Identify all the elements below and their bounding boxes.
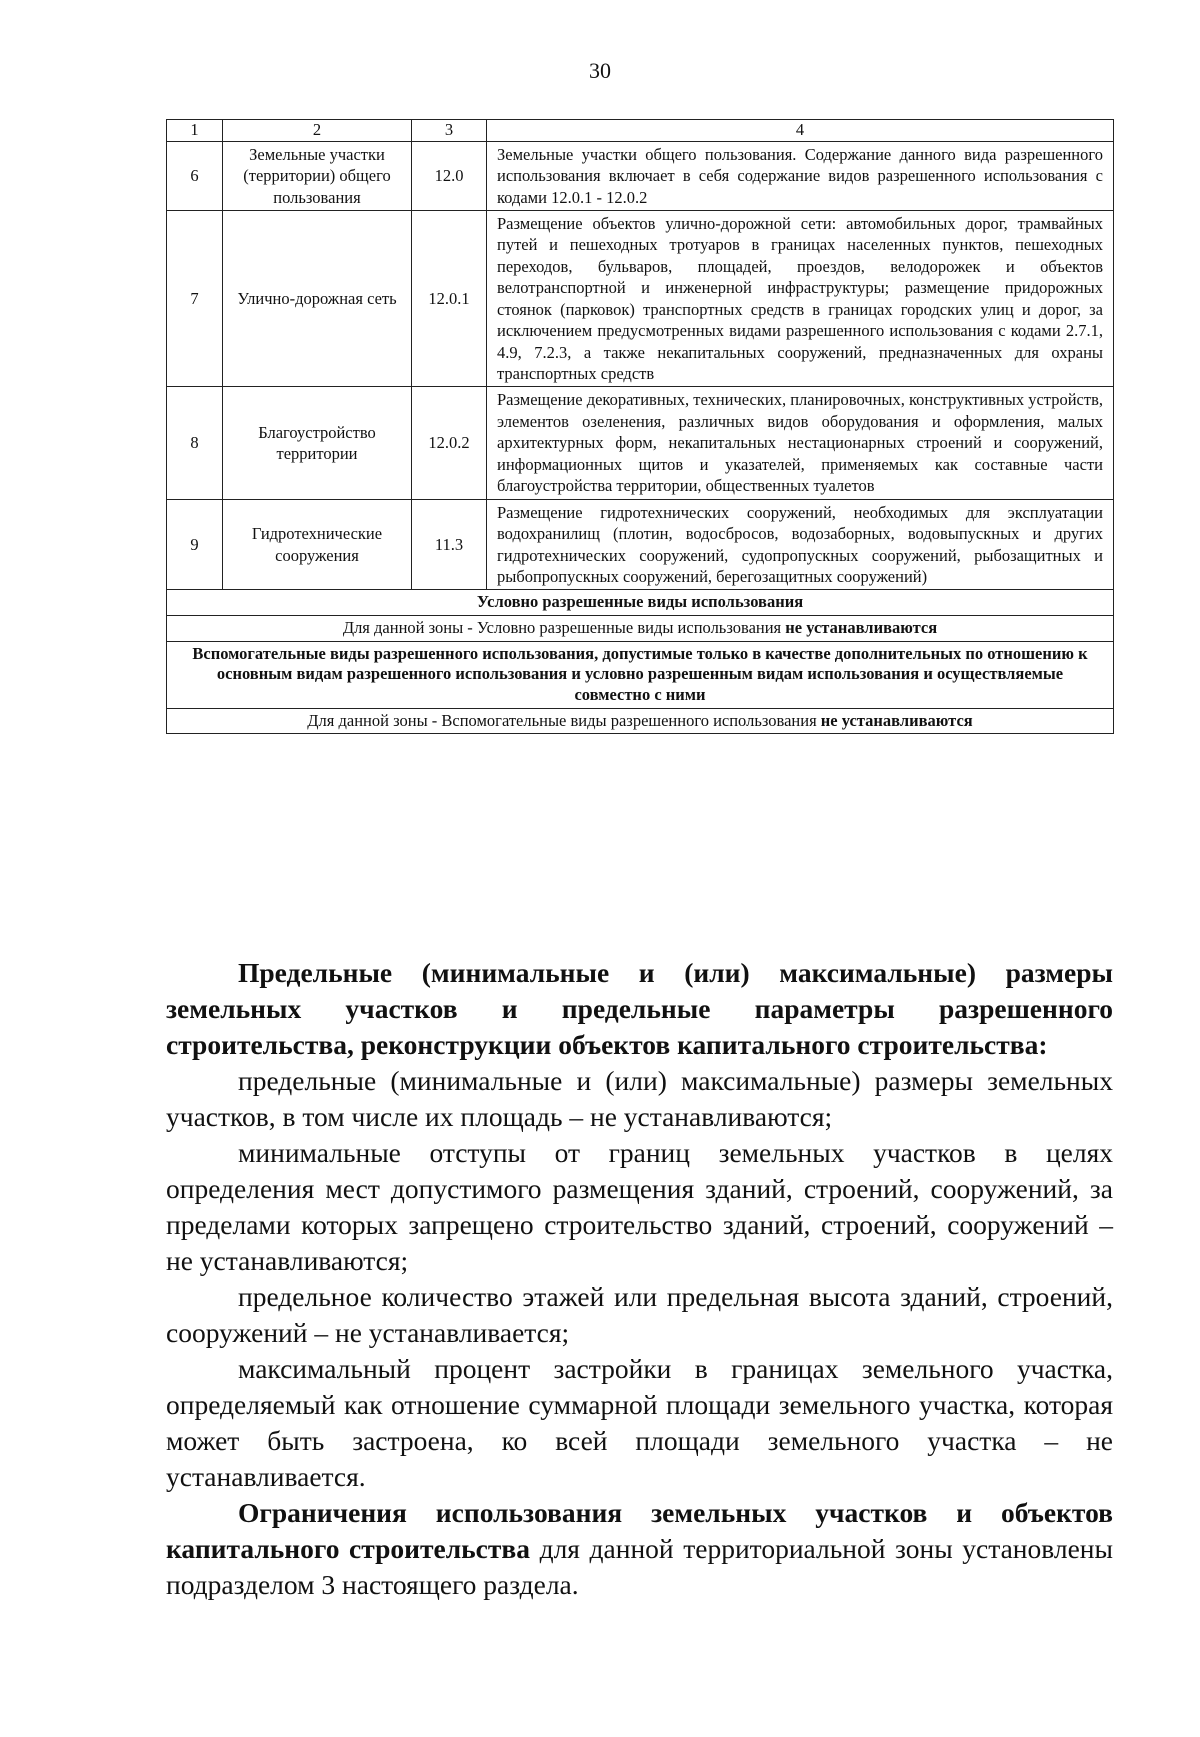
auxiliary-uses-note <box>167 708 1114 734</box>
table-row <box>167 141 1114 210</box>
table-header-row <box>167 120 1114 142</box>
table-row <box>167 499 1114 590</box>
use-code: 12.0 <box>412 141 487 210</box>
use-description: Размещение декоративных, технических, планировочных, конструктивных устройств, элементов озеленения, различных видов оборудования и оформления, малых архитектурных форм, некапитальных нестационарных строений и сооружений, информационных щитов и указателей, применяемых как составные части благоустройства территории, общественных туалетов <box>487 387 1114 499</box>
auxiliary-uses-heading: Вспомогательные виды разрешенного использования, допустимые только в качестве дополнительных по отношению к основным видам разрешенного использования и условно разрешенным видам использования и осуществляемые совместно с ними <box>167 641 1114 708</box>
restrictions-paragraph <box>166 1495 1113 1603</box>
row-number: 9 <box>167 499 223 590</box>
auxiliary-note-row <box>167 708 1114 734</box>
restrictions-text: для данной территориальной зоны установлены подразделом 3 настоящего раздела. <box>166 1533 1113 1600</box>
conditional-note-text: Для данной зоны - Условно разрешенные виды использования <box>342 618 786 637</box>
use-code: 11.3 <box>412 499 487 590</box>
row-number: 6 <box>167 141 223 210</box>
section-heading: Предельные (минимальные и (или) максимальные) размеры земельных участков и предельные параметры разрешенного строительства, реконструкции объектов капитального строительства: <box>166 957 1113 1060</box>
conditional-heading-row <box>167 590 1114 616</box>
auxiliary-heading-row <box>167 641 1114 708</box>
table-row <box>167 210 1114 387</box>
parameters-section <box>166 955 1113 1603</box>
table-row <box>167 387 1114 499</box>
header-cell: 2 <box>223 120 412 142</box>
header-cell: 4 <box>487 120 1114 142</box>
header-cell: 3 <box>412 120 487 142</box>
page-number: 30 <box>589 58 611 83</box>
row-number: 7 <box>167 210 223 387</box>
header-cell: 1 <box>167 120 223 142</box>
land-use-table <box>166 119 1114 734</box>
use-name: Улично-дорожная сеть <box>223 210 412 387</box>
conditional-note-emphasis: не устанавливаются <box>785 618 938 637</box>
use-description: Размещение объектов улично-дорожной сети: автомобильных дорог, трамвайных путей и пешеходных тротуаров в границах населенных пунктов, пешеходных переходов, бульваров, площадей, проездов, велодорожек и объектов велотранспортной и инженерной инфраструктуры; размещение придорожных стоянок (парковок) транспортных средств в границах городских улиц и дорог, за исключением предусмотренных видами разрешенного использования с кодами 2.7.1, 4.9, 7.2.3, а также некапитальных сооружений, предназначенных для охраны транспортных средств <box>487 210 1114 387</box>
use-name: Благоустройство территории <box>223 387 412 499</box>
paragraph: максимальный процент застройки в границах земельного участка, определяемый как отношение суммарной площади земельного участка, которая может быть застроена, ко всей площади земельного участка – не устанавливается. <box>166 1353 1113 1492</box>
paragraph: предельное количество этажей или предельная высота зданий, строений, сооружений – не устанавливается; <box>166 1281 1113 1348</box>
conditional-uses-note <box>167 616 1114 642</box>
row-number: 8 <box>167 387 223 499</box>
paragraph: предельные (минимальные и (или) максимальные) размеры земельных участков, в том числе их площадь – не устанавливаются; <box>166 1065 1113 1132</box>
conditional-note-row <box>167 616 1114 642</box>
auxiliary-note-emphasis: не устанавливаются <box>820 710 973 730</box>
use-code: 12.0.2 <box>412 387 487 499</box>
conditional-uses-heading: Условно разрешенные виды использования <box>167 590 1114 616</box>
paragraph: минимальные отступы от границ земельных участков в целях определения мест допустимого размещения зданий, строений, сооружений, за пределами которых запрещено строительство зданий, строений, сооружений – не устанавливаются; <box>166 1137 1113 1276</box>
use-name: Гидротехнические сооружения <box>223 499 412 590</box>
use-description: Земельные участки общего пользования. Содержание данного вида разрешенного использования включает в себя содержание видов разрешенного использования с кодами 12.0.1 - 12.0.2 <box>487 141 1114 210</box>
use-code: 12.0.1 <box>412 210 487 387</box>
use-description: Размещение гидротехнических сооружений, необходимых для эксплуатации водохранилищ (плотин, водосбросов, водозаборных, водовыпускных и других гидротехнических сооружений, судопропускных сооружений, рыбозащитных и рыбопропускных сооружений, берегозащитных сооружений) <box>487 499 1114 590</box>
restrictions-bold-text: Ограничения использования земельных участков и объектов капитального строительства <box>166 1497 1113 1564</box>
use-name: Земельные участки (территории) общего пользования <box>223 141 412 210</box>
auxiliary-note-text: Для данной зоны - Вспомогательные виды разрешенного использования <box>307 710 821 730</box>
